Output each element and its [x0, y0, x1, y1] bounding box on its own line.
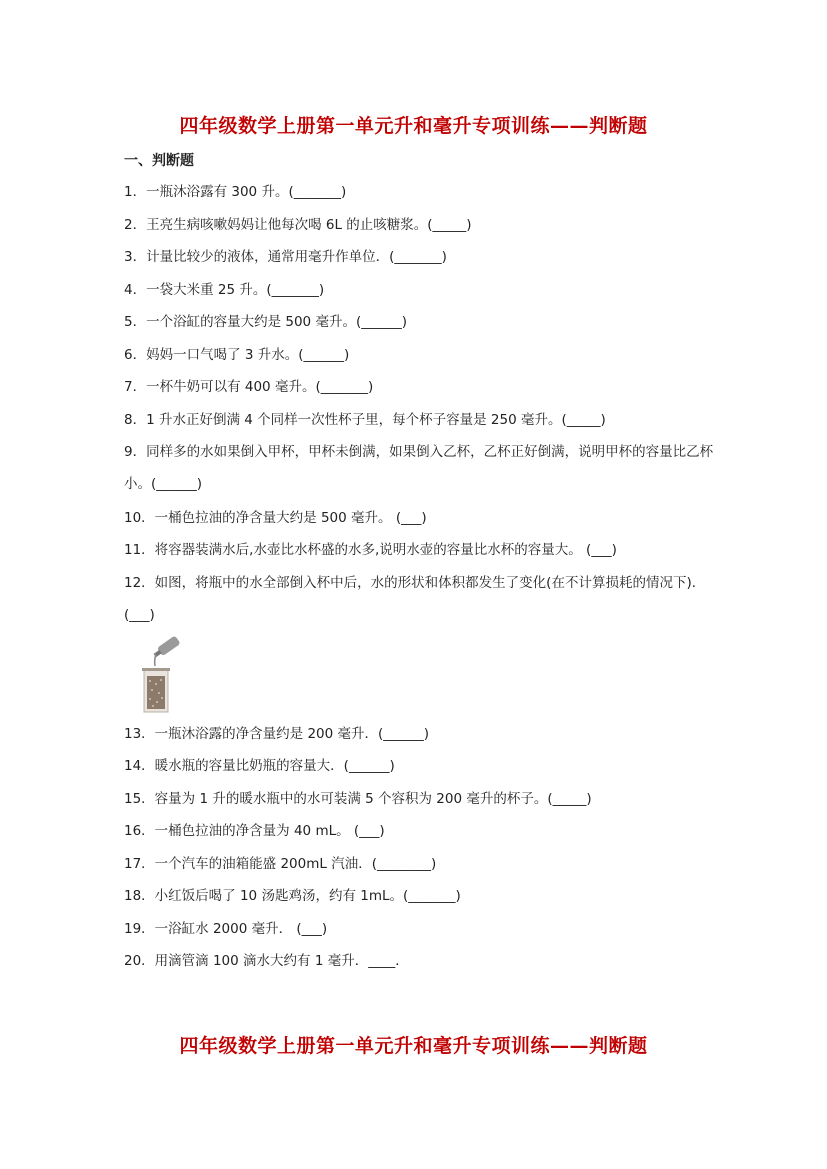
question-18: 18．小红饭后喝了 10 汤匙鸡汤，约有 1mL。(_______)	[124, 888, 461, 904]
question-7: 7．一杯牛奶可以有 400 毫升。(_______)	[124, 379, 374, 395]
question-14: 14．暖水瓶的容量比奶瓶的容量大．(______)	[124, 758, 395, 774]
question-12: 12．如图，将瓶中的水全部倒入杯中后，水的形状和体积都发生了变化(在不计算损耗的情况下)．(___)	[124, 575, 706, 623]
question-2: 2．王亮生病咳嗽妈妈让他每次喝 6L 的止咳糖浆。(_____)	[124, 217, 472, 233]
question-11: 11．将容器装满水后,水壶比水杯盛的水多,说明水壶的容量比水杯的容量大。 (___)	[124, 542, 617, 558]
section-heading: 一、判断题	[124, 153, 194, 169]
question-20: 20．用滴管滴 100 滴水大约有 1 毫升．____．	[124, 953, 409, 969]
question-1: 1．一瓶沐浴露有 300 升。(_______)	[124, 184, 347, 200]
question-9: 9．同样多的水如果倒入甲杯，甲杯未倒满，如果倒入乙杯，乙杯正好倒满，说明甲杯的容量比乙杯小。(______)	[124, 444, 714, 492]
question-17: 17．一个汽车的油箱能盛 200mL 汽油．(________)	[124, 856, 437, 872]
question-13: 13．一瓶沐浴露的净含量约是 200 毫升．(______)	[124, 726, 430, 742]
question-4: 4．一袋大米重 25 升。(_______)	[124, 282, 325, 298]
bottle-cup-illustration	[138, 636, 190, 716]
question-5: 5．一个浴缸的容量大约是 500 毫升。(______)	[124, 314, 407, 330]
question-6: 6．妈妈一口气喝了 3 升水。(______)	[124, 347, 350, 363]
page-title-repeat: 四年级数学上册第一单元升和毫升专项训练——判断题	[179, 1035, 648, 1057]
page-title: 四年级数学上册第一单元升和毫升专项训练——判断题	[179, 115, 648, 137]
question-10: 10．一桶色拉油的净含量大约是 500 毫升。 (___)	[124, 510, 427, 526]
question-19: 19．一浴缸水 2000 毫升． (___)	[124, 921, 328, 937]
question-15: 15．容量为 1 升的暖水瓶中的水可装满 5 个容积为 200 毫升的杯子。(_____)	[124, 791, 592, 807]
question-8: 8．1 升水正好倒满 4 个同样一次性杯子里，每个杯子容量是 250 毫升。(_____)	[124, 412, 606, 428]
question-3: 3．计量比较少的液体，通常用毫升作单位．(_______)	[124, 249, 447, 265]
question-16: 16．一桶色拉油的净含量为 40 mL。 (___)	[124, 823, 385, 839]
